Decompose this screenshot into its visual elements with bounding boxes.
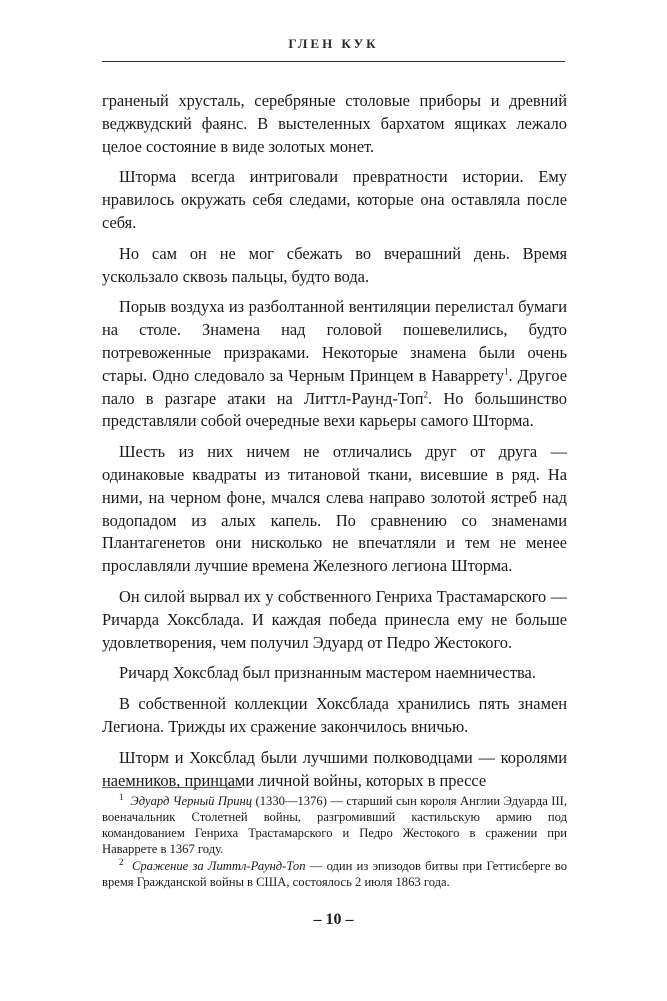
paragraph: Ричард Хоксблад был признанным мастером наемничества. — [119, 663, 536, 683]
paragraph: В собственной коллекции Хоксблада хранились пять знамен Легиона. Трижды их сражение закончилось вничью. — [102, 694, 567, 736]
paragraph: Шесть из них ничем не отличались друг от друга — одинаковые квадраты из титановой ткани, висевшие в ряд. На ними, на черном фоне, мчался слева направо золотой ястреб над водопадом из алых капель. По сравнению со знаменами Плантагенетов они нисколько не впечатляли и тем не менее прославляли лучшие времена Железного легиона Шторма. — [102, 442, 567, 576]
main-text — [102, 90, 567, 800]
footnote-divider — [102, 787, 242, 788]
paragraph: граненый хрусталь, серебряные столовые приборы и древний веджвудский фаянс. В выстеленных бархатом ящиках лежало целое состояние в виде золотых монет. — [102, 91, 567, 156]
footnote-ref-2[interactable]: 2 — [423, 389, 429, 400]
page-number: – 10 – — [313, 911, 354, 928]
footnote-text: (1330—1376) — старший сын короля Англии Эдуарда III, военачальник Столетней войны, разгромивший кастильскую армию под командованием Генриха Трастамарского и Педро Жестокого в сражении при Наваррете в 1367 году. — [102, 794, 567, 856]
footnote-mark: 2 — [119, 856, 124, 867]
footnote-ref-1[interactable]: 1 — [504, 366, 509, 377]
footnotes — [102, 793, 567, 891]
footnote-text: — один из эпизодов битвы при Геттисберге во время Гражданской войны в США, состоялось 2 июля 1863 года. — [102, 859, 567, 889]
footnote-mark: 1 — [119, 791, 124, 802]
paragraph-text: . Но большинство представляли собой очередные вехи карьеры самого Шторма. — [102, 388, 567, 431]
paragraph-text: . Другое пало в разгаре атаки на Литтл-Раунд-Топ — [102, 365, 567, 408]
running-header: ГЛЕН КУК — [288, 36, 379, 51]
paragraph: Он силой вырвал их у собственного Генриха Трастамарского — Ричарда Хоксблада. И каждая победа принесла ему не больше удовлетворения, чем получил Эдуард от Педро Жестокого. — [102, 586, 567, 652]
paragraph: Шторма всегда интриговали превратности истории. Ему нравилось окружать себя следами, которые она оставляла после себя. — [102, 167, 567, 232]
paragraph-text: Порыв воздуха из разболтанной вентиляции перелистал бумаги на столе. Знамена над головой пошевелились, будто потревоженные призраками. Некоторые знамена были очень стары. Одно следовало за Черным Принцем в Наваррету — [102, 297, 567, 385]
footnote-2 — [102, 858, 567, 890]
paragraph: Но сам он не мог сбежать во вчерашний день. Время ускользало сквозь пальцы, будто вода. — [102, 243, 567, 286]
footnote-term: Эдуард Черный Принц — [130, 794, 253, 808]
footnote-1 — [102, 793, 567, 857]
paragraph: Шторм и Хоксблад были лучшими полководцами — королями наемников, принцами личной войны, которых в прессе — [102, 747, 567, 790]
footnote-term: Сражение за Литтл-Раунд-Топ — [131, 859, 306, 873]
header-divider — [102, 61, 565, 62]
paragraph — [102, 296, 567, 433]
